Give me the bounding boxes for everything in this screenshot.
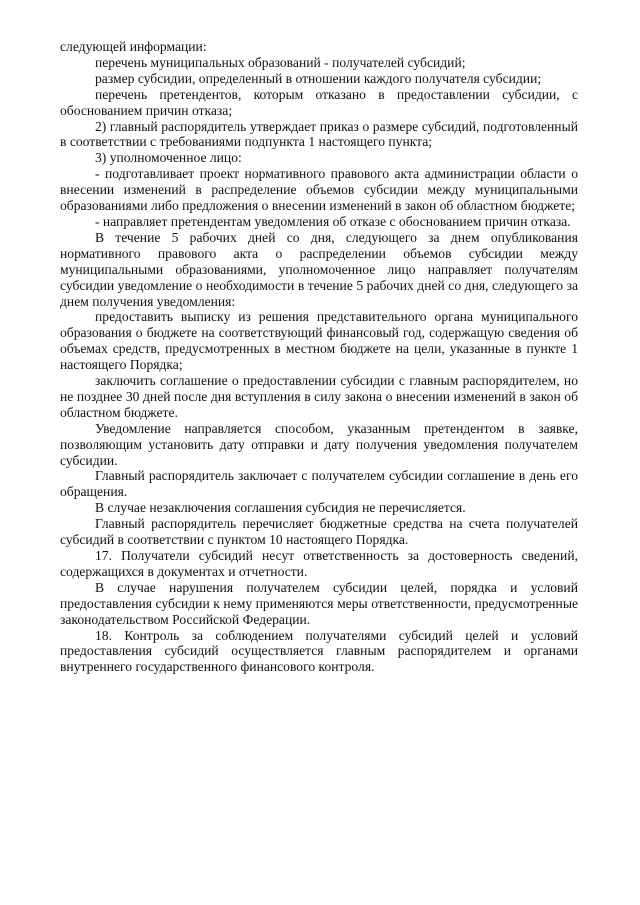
paragraph: перечень претендентов, которым отказано в предоставлении субсидии, с обоснованием причин отказа; (60, 86, 578, 118)
paragraph: предоставить выписку из решения представительного органа муниципального образования о бюджете на соответствующий финансовый год, содержащую сведения об объемах средств, предусмотренных в местном бюджете на цели, указанные в пункте 1 настоящего Порядка; (60, 309, 578, 373)
paragraph: - подготавливает проект нормативного правового акта администрации области о внесении изменений в распределение объемов субсидии между муниципальными образованиями либо предложения о внесении изменений в закон об областном бюджете; (60, 166, 578, 214)
paragraph: 18. Контроль за соблюдением получателями субсидий целей и условий предоставления субсидий осуществляется главным распорядителем и органами внутреннего государственного финансового контроля. (60, 627, 578, 675)
paragraph: 17. Получатели субсидий несут ответственность за достоверность сведений, содержащихся в документах и отчетности. (60, 548, 578, 579)
paragraph: Главный распорядитель перечисляет бюджетные средства на счета получателей субсидий в соответствии с пунктом 10 настоящего Порядка. (60, 516, 578, 548)
paragraph: 3) уполномоченное лицо: (95, 150, 242, 166)
paragraph: 2) главный распорядитель утверждает приказ о размере субсидий, подготовленный в соответствии с требованиями подпункта 1 настоящего пункта; (60, 118, 578, 150)
paragraph: размер субсидии, определенный в отношении каждого получателя субсидии; (95, 70, 542, 86)
paragraph: В случае незаключения соглашения субсидия не перечисляется. (95, 500, 466, 516)
paragraph: - направляет претендентам уведомления об отказе с обоснованием причин отказа. (95, 213, 571, 229)
paragraph: В случае нарушения получателем субсидии целей, порядка и условий предоставления субсидии к нему применяются меры ответственности, предусмотренные законодательством Российской Федерации. (60, 579, 578, 627)
paragraph: В течение 5 рабочих дней со дня, следующего за днем опубликования нормативного правового акта о распределении объемов субсидии между муниципальными образованиями, уполномоченное лицо направляет получателям субсидии уведомление о необходимости в течение 5 рабочих дней со дня, следующего за днем получения уведомления: (60, 229, 578, 309)
document-body (60, 39, 578, 675)
paragraph: перечень муниципальных образований - получателей субсидий; (95, 54, 466, 70)
paragraph: следующей информации: (60, 39, 207, 54)
paragraph: Уведомление направляется способом, указанным претендентом в заявке, позволяющим установить дату отправки и дату получения уведомления получателем субсидии. (60, 420, 578, 468)
paragraph: заключить соглашение о предоставлении субсидии с главным распорядителем, но не позднее 30 дней после дня вступления в силу закона о внесении изменений в закон об областном бюджете. (60, 373, 578, 420)
paragraph: Главный распорядитель заключает с получателем субсидии соглашение в день его обращения. (60, 468, 578, 500)
